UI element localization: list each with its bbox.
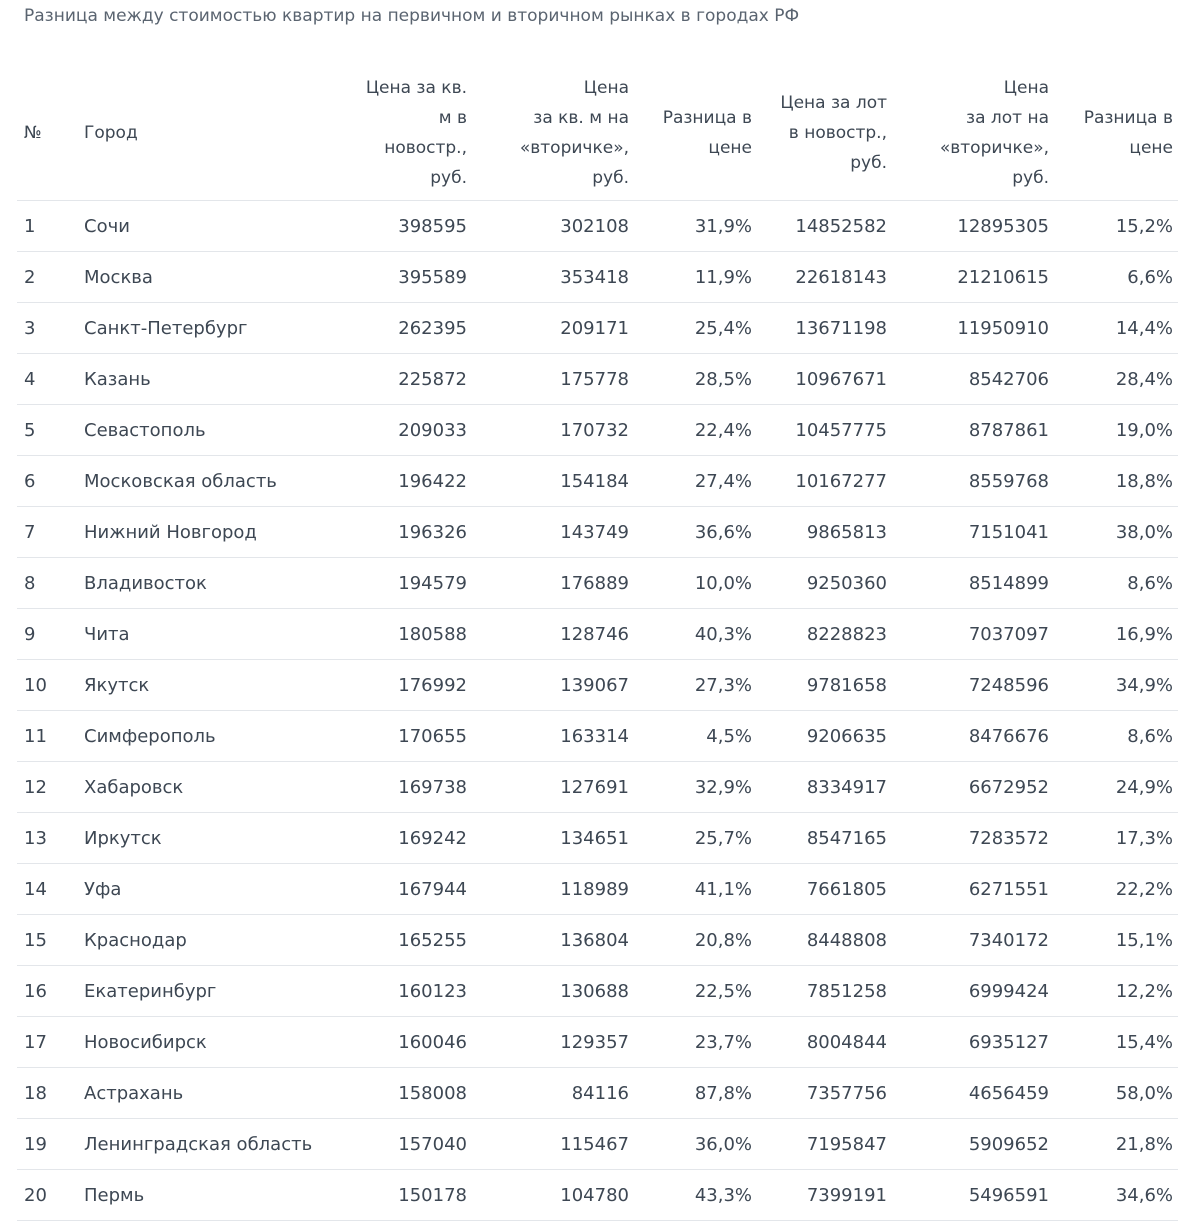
row-number: 4 [17, 354, 77, 405]
diff-lot: 16,9% [1054, 609, 1178, 660]
city-name: Пермь [77, 1170, 277, 1221]
price-sqm-secondary: 128746 [472, 609, 634, 660]
diff-lot: 34,9% [1054, 660, 1178, 711]
city-name: Владивосток [77, 558, 277, 609]
price-sqm-secondary: 134651 [472, 813, 634, 864]
diff-sqm: 11,9% [634, 252, 757, 303]
price-sqm-secondary: 129357 [472, 1017, 634, 1068]
diff-sqm: 25,7% [634, 813, 757, 864]
row-number: 10 [17, 660, 77, 711]
price-sqm-new: 169738 [277, 762, 472, 813]
col-price-sqm-secondary-header-line: руб. [592, 168, 629, 188]
price-lot-new: 10967671 [757, 354, 892, 405]
price-lot-secondary: 8476676 [892, 711, 1054, 762]
city-name: Уфа [77, 864, 277, 915]
diff-lot: 12,2% [1054, 966, 1178, 1017]
price-lot-new: 8448808 [757, 915, 892, 966]
col-price-lot-secondary-header-text [940, 73, 1049, 193]
col-price-sqm-new-header [277, 66, 472, 201]
price-sqm-secondary: 302108 [472, 201, 634, 252]
col-price-sqm-new-header-line: новостр., [384, 138, 467, 158]
price-sqm-new: 262395 [277, 303, 472, 354]
row-number: 20 [17, 1170, 77, 1221]
table-row [17, 1017, 1178, 1068]
diff-sqm: 27,3% [634, 660, 757, 711]
diff-lot: 8,6% [1054, 558, 1178, 609]
diff-sqm: 4,5% [634, 711, 757, 762]
table-row [17, 711, 1178, 762]
city-name: Екатеринбург [77, 966, 277, 1017]
price-lot-new: 7851258 [757, 966, 892, 1017]
price-lot-secondary: 12895305 [892, 201, 1054, 252]
price-sqm-new: 170655 [277, 711, 472, 762]
col-diff-lot-header [1054, 66, 1178, 201]
price-sqm-secondary: 154184 [472, 456, 634, 507]
diff-sqm: 27,4% [634, 456, 757, 507]
diff-lot: 8,6% [1054, 711, 1178, 762]
table-row [17, 558, 1178, 609]
price-lot-new: 7399191 [757, 1170, 892, 1221]
col-price-sqm-new-header-line: м в [438, 108, 467, 128]
city-name: Санкт-Петербург [77, 303, 277, 354]
price-lot-secondary: 21210615 [892, 252, 1054, 303]
price-sqm-new: 180588 [277, 609, 472, 660]
price-sqm-secondary: 104780 [472, 1170, 634, 1221]
price-lot-secondary: 8514899 [892, 558, 1054, 609]
table-row [17, 201, 1178, 252]
col-price-lot-new-header-line: Цена за лот [780, 93, 887, 113]
diff-sqm: 40,3% [634, 609, 757, 660]
row-number: 15 [17, 915, 77, 966]
price-sqm-secondary: 127691 [472, 762, 634, 813]
city-name: Симферополь [77, 711, 277, 762]
city-name: Московская область [77, 456, 277, 507]
row-number: 6 [17, 456, 77, 507]
diff-lot: 6,6% [1054, 252, 1178, 303]
col-price-sqm-new-header-line: руб. [430, 168, 467, 188]
col-price-sqm-secondary-header-line: Цена [583, 78, 629, 98]
col-price-lot-secondary-header-line: за лот на [966, 108, 1049, 128]
diff-lot: 17,3% [1054, 813, 1178, 864]
price-lot-secondary: 7151041 [892, 507, 1054, 558]
col-price-sqm-new-header-line: Цена за кв. [365, 78, 467, 98]
table-row [17, 354, 1178, 405]
diff-lot: 14,4% [1054, 303, 1178, 354]
price-lot-new: 22618143 [757, 252, 892, 303]
price-lot-new: 8547165 [757, 813, 892, 864]
price-sqm-new: 160123 [277, 966, 472, 1017]
diff-sqm: 32,9% [634, 762, 757, 813]
price-sqm-secondary: 139067 [472, 660, 634, 711]
city-name: Сочи [77, 201, 277, 252]
diff-sqm: 22,4% [634, 405, 757, 456]
col-diff-lot-header-text [1084, 103, 1173, 163]
price-lot-secondary: 4656459 [892, 1068, 1054, 1119]
price-sqm-new: 196422 [277, 456, 472, 507]
city-name: Москва [77, 252, 277, 303]
price-sqm-new: 167944 [277, 864, 472, 915]
price-sqm-new: 196326 [277, 507, 472, 558]
price-lot-new: 10457775 [757, 405, 892, 456]
city-name: Краснодар [77, 915, 277, 966]
diff-lot: 38,0% [1054, 507, 1178, 558]
col-price-lot-secondary-header-line: «вторичке», [939, 138, 1049, 158]
diff-sqm: 41,1% [634, 864, 757, 915]
price-sqm-new: 150178 [277, 1170, 472, 1221]
diff-sqm: 36,0% [634, 1119, 757, 1170]
price-lot-new: 13671198 [757, 303, 892, 354]
diff-lot: 15,4% [1054, 1017, 1178, 1068]
price-lot-secondary: 7248596 [892, 660, 1054, 711]
col-price-lot-new-header-line: руб. [850, 153, 887, 173]
price-sqm-new: 209033 [277, 405, 472, 456]
table-row [17, 252, 1178, 303]
diff-lot: 58,0% [1054, 1068, 1178, 1119]
diff-lot: 15,1% [1054, 915, 1178, 966]
col-price-sqm-secondary-header-line: «вторичке», [519, 138, 629, 158]
table-row [17, 609, 1178, 660]
table-row [17, 1068, 1178, 1119]
diff-sqm: 87,8% [634, 1068, 757, 1119]
table-row [17, 303, 1178, 354]
price-sqm-secondary: 176889 [472, 558, 634, 609]
diff-sqm: 10,0% [634, 558, 757, 609]
price-lot-new: 7357756 [757, 1068, 892, 1119]
col-city-header [77, 66, 277, 201]
row-number: 3 [17, 303, 77, 354]
col-price-sqm-secondary-header-text [520, 73, 629, 193]
row-number: 8 [17, 558, 77, 609]
table-row [17, 813, 1178, 864]
price-lot-secondary: 8542706 [892, 354, 1054, 405]
price-sqm-secondary: 353418 [472, 252, 634, 303]
row-number: 13 [17, 813, 77, 864]
table-row [17, 1119, 1178, 1170]
diff-sqm: 36,6% [634, 507, 757, 558]
city-name: Севастополь [77, 405, 277, 456]
city-name: Чита [77, 609, 277, 660]
price-lot-new: 8004844 [757, 1017, 892, 1068]
table-row [17, 966, 1178, 1017]
city-name: Казань [77, 354, 277, 405]
table-row [17, 507, 1178, 558]
price-lot-secondary: 8559768 [892, 456, 1054, 507]
diff-lot: 22,2% [1054, 864, 1178, 915]
row-number: 17 [17, 1017, 77, 1068]
table-row [17, 660, 1178, 711]
row-number: 9 [17, 609, 77, 660]
col-price-lot-new-header-text [780, 88, 887, 178]
row-number: 19 [17, 1119, 77, 1170]
diff-sqm: 25,4% [634, 303, 757, 354]
col-number-header [17, 66, 77, 201]
diff-sqm: 20,8% [634, 915, 757, 966]
price-sqm-new: 160046 [277, 1017, 472, 1068]
price-lot-secondary: 6271551 [892, 864, 1054, 915]
price-lot-new: 14852582 [757, 201, 892, 252]
col-price-lot-secondary-header-line: Цена [1003, 78, 1049, 98]
price-sqm-new: 165255 [277, 915, 472, 966]
price-lot-secondary: 11950910 [892, 303, 1054, 354]
header-row [17, 66, 1178, 201]
city-name: Нижний Новгород [77, 507, 277, 558]
col-price-sqm-new-header-text [366, 73, 467, 193]
price-lot-new: 8334917 [757, 762, 892, 813]
table-row [17, 762, 1178, 813]
price-sqm-secondary: 175778 [472, 354, 634, 405]
diff-lot: 18,8% [1054, 456, 1178, 507]
price-sqm-secondary: 209171 [472, 303, 634, 354]
price-lot-new: 9781658 [757, 660, 892, 711]
diff-lot: 24,9% [1054, 762, 1178, 813]
price-sqm-new: 194579 [277, 558, 472, 609]
row-number: 7 [17, 507, 77, 558]
price-lot-new: 9250360 [757, 558, 892, 609]
col-price-lot-new-header [757, 66, 892, 201]
price-table [17, 66, 1178, 1221]
price-sqm-secondary: 170732 [472, 405, 634, 456]
city-name: Астрахань [77, 1068, 277, 1119]
table-row [17, 1170, 1178, 1221]
table-row [17, 915, 1178, 966]
city-name: Хабаровск [77, 762, 277, 813]
col-diff-sqm-header-text [663, 103, 752, 163]
diff-lot: 15,2% [1054, 201, 1178, 252]
diff-sqm: 43,3% [634, 1170, 757, 1221]
table-caption: Разница между стоимостью квартир на первичном и вторичном рынках в городах РФ [24, 6, 800, 26]
diff-sqm: 28,5% [634, 354, 757, 405]
col-number-header-line: № [24, 123, 42, 143]
col-city-header-line: Город [84, 123, 138, 143]
price-lot-secondary: 7283572 [892, 813, 1054, 864]
diff-sqm: 23,7% [634, 1017, 757, 1068]
diff-sqm: 31,9% [634, 201, 757, 252]
price-sqm-new: 176992 [277, 660, 472, 711]
row-number: 5 [17, 405, 77, 456]
price-lot-secondary: 6672952 [892, 762, 1054, 813]
price-sqm-secondary: 143749 [472, 507, 634, 558]
col-diff-lot-header-line: цене [1129, 138, 1173, 158]
price-lot-secondary: 7340172 [892, 915, 1054, 966]
col-city-header-text [84, 118, 138, 148]
price-sqm-new: 395589 [277, 252, 472, 303]
price-sqm-new: 157040 [277, 1119, 472, 1170]
price-lot-secondary: 8787861 [892, 405, 1054, 456]
price-sqm-new: 158008 [277, 1068, 472, 1119]
diff-lot: 19,0% [1054, 405, 1178, 456]
col-price-sqm-secondary-header [472, 66, 634, 201]
row-number: 2 [17, 252, 77, 303]
col-price-sqm-secondary-header-line: за кв. м на [533, 108, 629, 128]
table-body [17, 201, 1178, 1221]
table-row [17, 456, 1178, 507]
price-sqm-secondary: 84116 [472, 1068, 634, 1119]
price-lot-new: 10167277 [757, 456, 892, 507]
city-name: Иркутск [77, 813, 277, 864]
price-sqm-new: 398595 [277, 201, 472, 252]
price-sqm-secondary: 136804 [472, 915, 634, 966]
price-lot-secondary: 6999424 [892, 966, 1054, 1017]
price-sqm-new: 169242 [277, 813, 472, 864]
price-sqm-secondary: 130688 [472, 966, 634, 1017]
price-sqm-new: 225872 [277, 354, 472, 405]
row-number: 1 [17, 201, 77, 252]
table-row [17, 864, 1178, 915]
row-number: 11 [17, 711, 77, 762]
diff-lot: 28,4% [1054, 354, 1178, 405]
col-diff-sqm-header-line: цене [708, 138, 752, 158]
price-lot-secondary: 5909652 [892, 1119, 1054, 1170]
col-diff-lot-header-line: Разница в [1083, 108, 1173, 128]
diff-lot: 21,8% [1054, 1119, 1178, 1170]
row-number: 12 [17, 762, 77, 813]
price-lot-new: 8228823 [757, 609, 892, 660]
price-lot-new: 7661805 [757, 864, 892, 915]
price-sqm-secondary: 115467 [472, 1119, 634, 1170]
city-name: Ленинградская область [77, 1119, 277, 1170]
table-row [17, 405, 1178, 456]
price-lot-new: 7195847 [757, 1119, 892, 1170]
price-sqm-secondary: 163314 [472, 711, 634, 762]
col-diff-sqm-header-line: Разница в [662, 108, 752, 128]
row-number: 14 [17, 864, 77, 915]
row-number: 16 [17, 966, 77, 1017]
price-lot-secondary: 5496591 [892, 1170, 1054, 1221]
col-price-lot-new-header-line: в новостр., [788, 123, 887, 143]
price-lot-new: 9206635 [757, 711, 892, 762]
price-lot-secondary: 6935127 [892, 1017, 1054, 1068]
city-name: Якутск [77, 660, 277, 711]
price-lot-new: 9865813 [757, 507, 892, 558]
col-number-header-text [24, 118, 42, 148]
col-price-lot-secondary-header-line: руб. [1012, 168, 1049, 188]
diff-lot: 34,6% [1054, 1170, 1178, 1221]
col-price-lot-secondary-header [892, 66, 1054, 201]
col-diff-sqm-header [634, 66, 757, 201]
price-lot-secondary: 7037097 [892, 609, 1054, 660]
city-name: Новосибирск [77, 1017, 277, 1068]
diff-sqm: 22,5% [634, 966, 757, 1017]
price-sqm-secondary: 118989 [472, 864, 634, 915]
row-number: 18 [17, 1068, 77, 1119]
